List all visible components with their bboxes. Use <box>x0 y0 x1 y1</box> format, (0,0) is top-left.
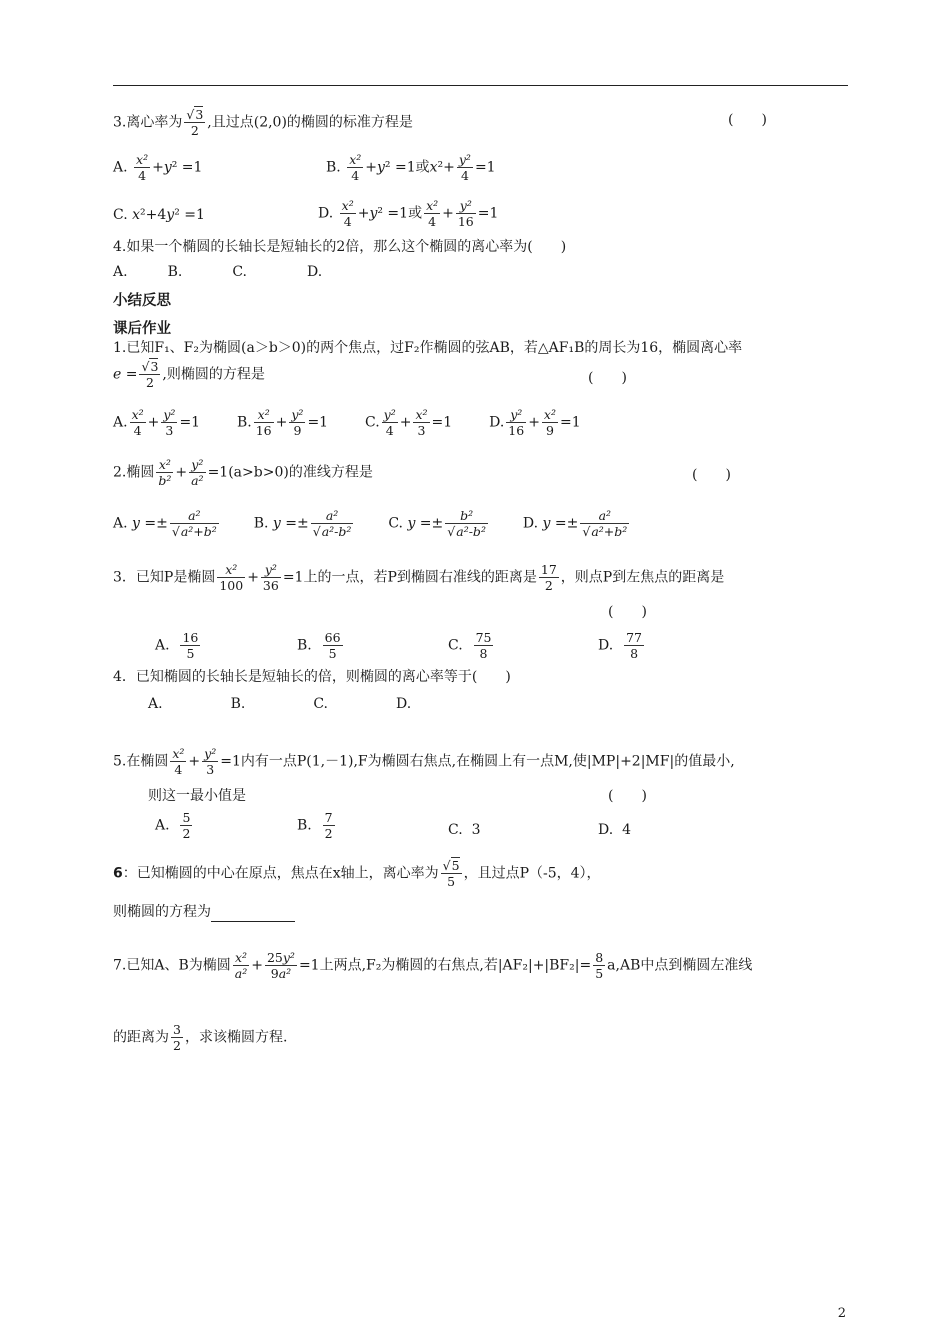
fraction: $\frac{17}{2}$ <box>540 562 557 593</box>
answer-paren: ( ) <box>608 604 647 620</box>
fraction: $\frac{3}{2}$ <box>173 1022 181 1053</box>
or-text: 或 <box>415 159 430 176</box>
hw7-stem-2 <box>113 1022 287 1053</box>
option-label: D. <box>522 515 539 532</box>
option-label: D. <box>598 637 614 654</box>
answer-paren: ( ) <box>608 788 647 804</box>
homework-heading: 课后作业 <box>113 321 171 337</box>
hw3-option-c <box>448 630 495 661</box>
fraction: $\frac{\text{a²}}{\text{√a²+b²}}$ <box>171 508 217 539</box>
hw1-text: ,则椭圆的方程是 <box>162 366 265 383</box>
fraction: $\frac{\text{x²}}{4}$ <box>131 407 144 438</box>
fraction: $\frac{\text{x²}}{9}$ <box>543 407 556 438</box>
numerator: 5 <box>182 810 191 825</box>
denominator: 5 <box>186 646 195 661</box>
fraction: $\frac{\text{x²}}{4}$ <box>426 198 439 229</box>
denominator: 5 <box>328 646 337 661</box>
option-label: D. <box>489 414 505 431</box>
fraction: $\frac{\text{y²}}{16}$ <box>508 407 525 438</box>
hw2-stem: 2.椭圆 $\frac{\text{x²}}{\text{b²}}$ + $\frac{\text{y²}}{\text{a²}}$ =1(a>b>0)的准线方程是 <box>113 457 373 488</box>
hw5-option-a <box>155 810 194 841</box>
q3-option-b: B. $\frac{\text{x²}}{4}$ +y² =1或x²+ $\frac{\text{y²}}{4}$ =1 <box>326 152 496 183</box>
option-label: B. <box>297 817 312 834</box>
q3-text: 3.离心率为 <box>113 114 183 131</box>
option-label: C. <box>448 822 463 838</box>
fraction: $\frac{\text{x²}}{\text{b²}}$ <box>158 457 172 488</box>
fraction: $\frac{\text{y²}}{3}$ <box>204 746 217 777</box>
q3-text: ,且过点(2,0)的椭圆的标准方程是 <box>207 114 413 131</box>
q3-stem <box>113 107 413 138</box>
hw5-text: 5.在椭圆 <box>113 753 169 770</box>
numerator: 66 <box>324 630 341 645</box>
fraction <box>624 630 644 661</box>
denominator: 2 <box>182 826 191 841</box>
option-label: D. <box>306 264 323 280</box>
fraction <box>323 630 343 661</box>
fraction <box>474 630 494 661</box>
answer-blank[interactable] <box>211 907 295 922</box>
hw5-stem: 5.在椭圆 $\frac{\text{x²}}{4}$ + $\frac{\text{y²}}{3}$ =1内有一点P(1,－1),F为椭圆右焦点,在椭圆上有一点M,使|MP|+2|MF|的值最小, <box>113 746 735 777</box>
fraction: $\frac{\text{x²}}{16}$ <box>255 407 272 438</box>
question-number: 6 <box>113 865 123 882</box>
hw4-stem: 4．已知椭圆的长轴长是短轴长的倍，则椭圆的离心率等于( ) <box>113 669 511 685</box>
hw2-options: A. y =± $\frac{\text{a²}}{\text{√a²+b²}}$ B. y =± $\frac{\text{a²}}{\text{√a²-b²}}$ C. y =± $\frac{\text{b²}}{\text{√a²-b²}}$ D. y =± $\frac{\text{a²}}{\text{√a²+b²}}$ <box>113 508 628 539</box>
option-label: A. <box>155 817 170 834</box>
hw3-option-d <box>598 630 646 661</box>
hw5-stem-2: 则这一最小值是 <box>148 788 246 804</box>
option-label: B. <box>236 414 252 431</box>
fraction: $\frac{\text{x²}}{4}$ <box>349 152 362 183</box>
hw7-text: a,AB中点到椭圆左准线 <box>607 957 753 974</box>
summary-heading: 小结反思 <box>113 293 171 309</box>
fraction: $\frac{\text{25y²}}{\text{9a²}}$ <box>266 950 295 981</box>
option-label: C. <box>313 696 328 712</box>
fraction: $\frac{\text{y²}}{9}$ <box>291 407 304 438</box>
numerator: 7 <box>324 810 333 825</box>
option-label: C. <box>365 414 380 431</box>
fraction: $\frac{\text{a²}}{\text{√a²-b²}}$ <box>312 508 352 539</box>
denominator: 8 <box>479 646 488 661</box>
hw5-option-d <box>598 820 631 840</box>
hw6-text: 则椭圆的方程为 <box>113 904 211 920</box>
option-label: B. <box>326 159 341 176</box>
hw7-text: 7.已知A、B为椭圆 <box>113 957 231 974</box>
option-label: D. <box>318 205 334 222</box>
option-label: D. <box>598 822 614 838</box>
option-label: A. <box>155 637 170 654</box>
fraction <box>323 810 335 841</box>
fraction: $\frac{\text{x²}}{3}$ <box>415 407 428 438</box>
hw6-text: ，且过点P（-5，4）， <box>463 865 601 882</box>
fraction: $\frac{\text{a²}}{\text{√a²+b²}}$ <box>582 508 628 539</box>
hw2-text: 2.椭圆 <box>113 464 155 481</box>
hw3-option-b <box>297 630 345 661</box>
hw7-text: 的距离为 <box>113 1029 169 1046</box>
fraction: $\frac{\text{y²}}{4}$ <box>383 407 396 438</box>
option-label: C. <box>113 207 128 223</box>
fraction: $\frac{\text{y²}}{16}$ <box>457 198 474 229</box>
fraction: $\frac{\text{x²}}{4}$ <box>341 198 354 229</box>
hw3-text: 上的一点，若P到椭圆右准线的距离是 <box>303 569 537 586</box>
hw2-text: (a>b>0)的准线方程是 <box>228 464 373 481</box>
hw5-text: 内有一点P(1,－1),F为椭圆右焦点,在椭圆上有一点M,使|MP|+2|MF|的值最小, <box>240 753 735 770</box>
hw3-text: 3．已知P是椭圆 <box>113 569 216 586</box>
answer-paren: ( ) <box>728 112 767 128</box>
fraction <box>180 810 192 841</box>
fraction: $\frac{8}{5}$ <box>595 950 604 981</box>
hw3-option-a <box>155 630 202 661</box>
hw5-option-b <box>297 810 337 841</box>
option-label: A. <box>113 264 128 280</box>
option-label: B. <box>167 264 183 280</box>
option-label: B. <box>253 515 269 532</box>
numerator: 16 <box>182 630 199 645</box>
hw4-options <box>148 694 411 714</box>
option-value: 4 <box>622 822 632 838</box>
option-label: C. <box>448 637 463 654</box>
page-number: 2 <box>837 1306 846 1321</box>
hw5-option-c <box>448 820 481 840</box>
hw6-text: ：已知椭圆的中心在原点，焦点在x轴上，离心率为 <box>122 865 439 882</box>
fraction <box>180 630 200 661</box>
fraction: $\frac{\text{x²}}{4}$ <box>136 152 149 183</box>
fraction: $\frac{\text{y²}}{\text{a²}}$ <box>191 457 204 488</box>
option-label: A. <box>113 159 128 176</box>
q3-option-a: A. $\frac{\text{x²}}{4}$ +y² =1 <box>113 152 203 183</box>
option-label: A. <box>113 414 128 431</box>
q3-option-c: C. x²+4y² =1 <box>113 207 205 223</box>
option-label: C. <box>388 515 403 532</box>
option-label: C. <box>232 264 247 280</box>
or-text: 或 <box>408 205 423 222</box>
option-label: D. <box>395 696 412 712</box>
fraction: $\frac{\text{x²}}{\text{a²}}$ <box>234 950 248 981</box>
fraction: $\frac{\text{y²}}{36}$ <box>262 562 279 593</box>
q4-stem: 4.如果一个椭圆的长轴长是短轴长的2倍，那么这个椭圆的离心率为( ) <box>113 239 567 255</box>
fraction: $\frac{√3}{2}$ <box>141 359 159 390</box>
option-label: B. <box>297 637 312 654</box>
hw1-stem-2: e = $\frac{√3}{2}$ ,则椭圆的方程是 <box>113 359 265 390</box>
q3-option-d: D. $\frac{\text{x²}}{4}$ +y² =1或 $\frac{\text{x²}}{4}$ + $\frac{\text{y²}}{16}$ =1 <box>318 198 499 229</box>
fraction: $\frac{\text{x²}}{100}$ <box>219 562 244 593</box>
hw1-stem: 1.已知F₁、F₂为椭圆(a＞b＞0)的两个焦点，过F₂作椭圆的弦AB，若△AF₁B的周长为16，椭圆离心率 <box>113 340 743 356</box>
fraction: $\frac{\text{y²}}{3}$ <box>163 407 176 438</box>
hw6-stem-2 <box>113 902 295 922</box>
hw3-text: ，则点P到左焦点的距离是 <box>560 569 725 586</box>
hw3-stem: 3．已知P是椭圆 $\frac{\text{x²}}{100}$ + $\frac{\text{y²}}{36}$ =1上的一点，若P到椭圆右准线的距离是 $\frac{17}{2}$ ，则点P到左焦点的距离是 <box>113 562 725 593</box>
fraction: $\frac{√3}{2}$ <box>186 107 204 138</box>
hw1-options: A. $\frac{\text{x²}}{4}$ + $\frac{\text{y²}}{3}$ =1 B. $\frac{\text{x²}}{16}$ + $\frac{\text{y²}}{9}$ =1 C. $\frac{\text{y²}}{4}$ + $\frac{\text{x²}}{3}$ =1 D. $\frac{\text{y²}}{16}$ + $\frac{\text{x²}}{9}$ =1 <box>113 407 581 438</box>
option-label: A. <box>148 696 163 712</box>
hw7-text: 上两点,F₂为椭圆的右焦点,若|AF₂|+|BF₂|= <box>319 957 592 974</box>
hw7-stem: 7.已知A、B为椭圆 $\frac{\text{x²}}{\text{a²}}$ + $\frac{\text{25y²}}{\text{9a²}}$ =1上两点,F₂为椭圆的右焦点,若|AF₂|+|BF₂|= $\frac{8}{5}$ a,AB中点到椭圆左准线 <box>113 950 753 981</box>
q4-options <box>113 262 322 282</box>
numerator: 75 <box>475 630 492 645</box>
fraction: $\frac{\text{y²}}{4}$ <box>458 152 471 183</box>
numerator: 77 <box>626 630 642 645</box>
header-rule <box>113 85 848 86</box>
denominator: 2 <box>324 826 333 841</box>
answer-paren: ( ) <box>692 467 731 483</box>
option-label: B. <box>230 696 246 712</box>
fraction: $\frac{\text{x²}}{4}$ <box>172 746 185 777</box>
hw6-stem <box>113 858 601 889</box>
denominator: 8 <box>630 646 639 661</box>
option-value: 3 <box>471 822 481 838</box>
fraction: $\frac{\text{b²}}{\text{√a²-b²}}$ <box>447 508 486 539</box>
hw7-text: ，求该椭圆方程. <box>184 1029 288 1046</box>
fraction: $\frac{√5}{5}$ <box>442 858 460 889</box>
option-label: A. <box>113 515 128 532</box>
answer-paren: ( ) <box>588 370 627 386</box>
